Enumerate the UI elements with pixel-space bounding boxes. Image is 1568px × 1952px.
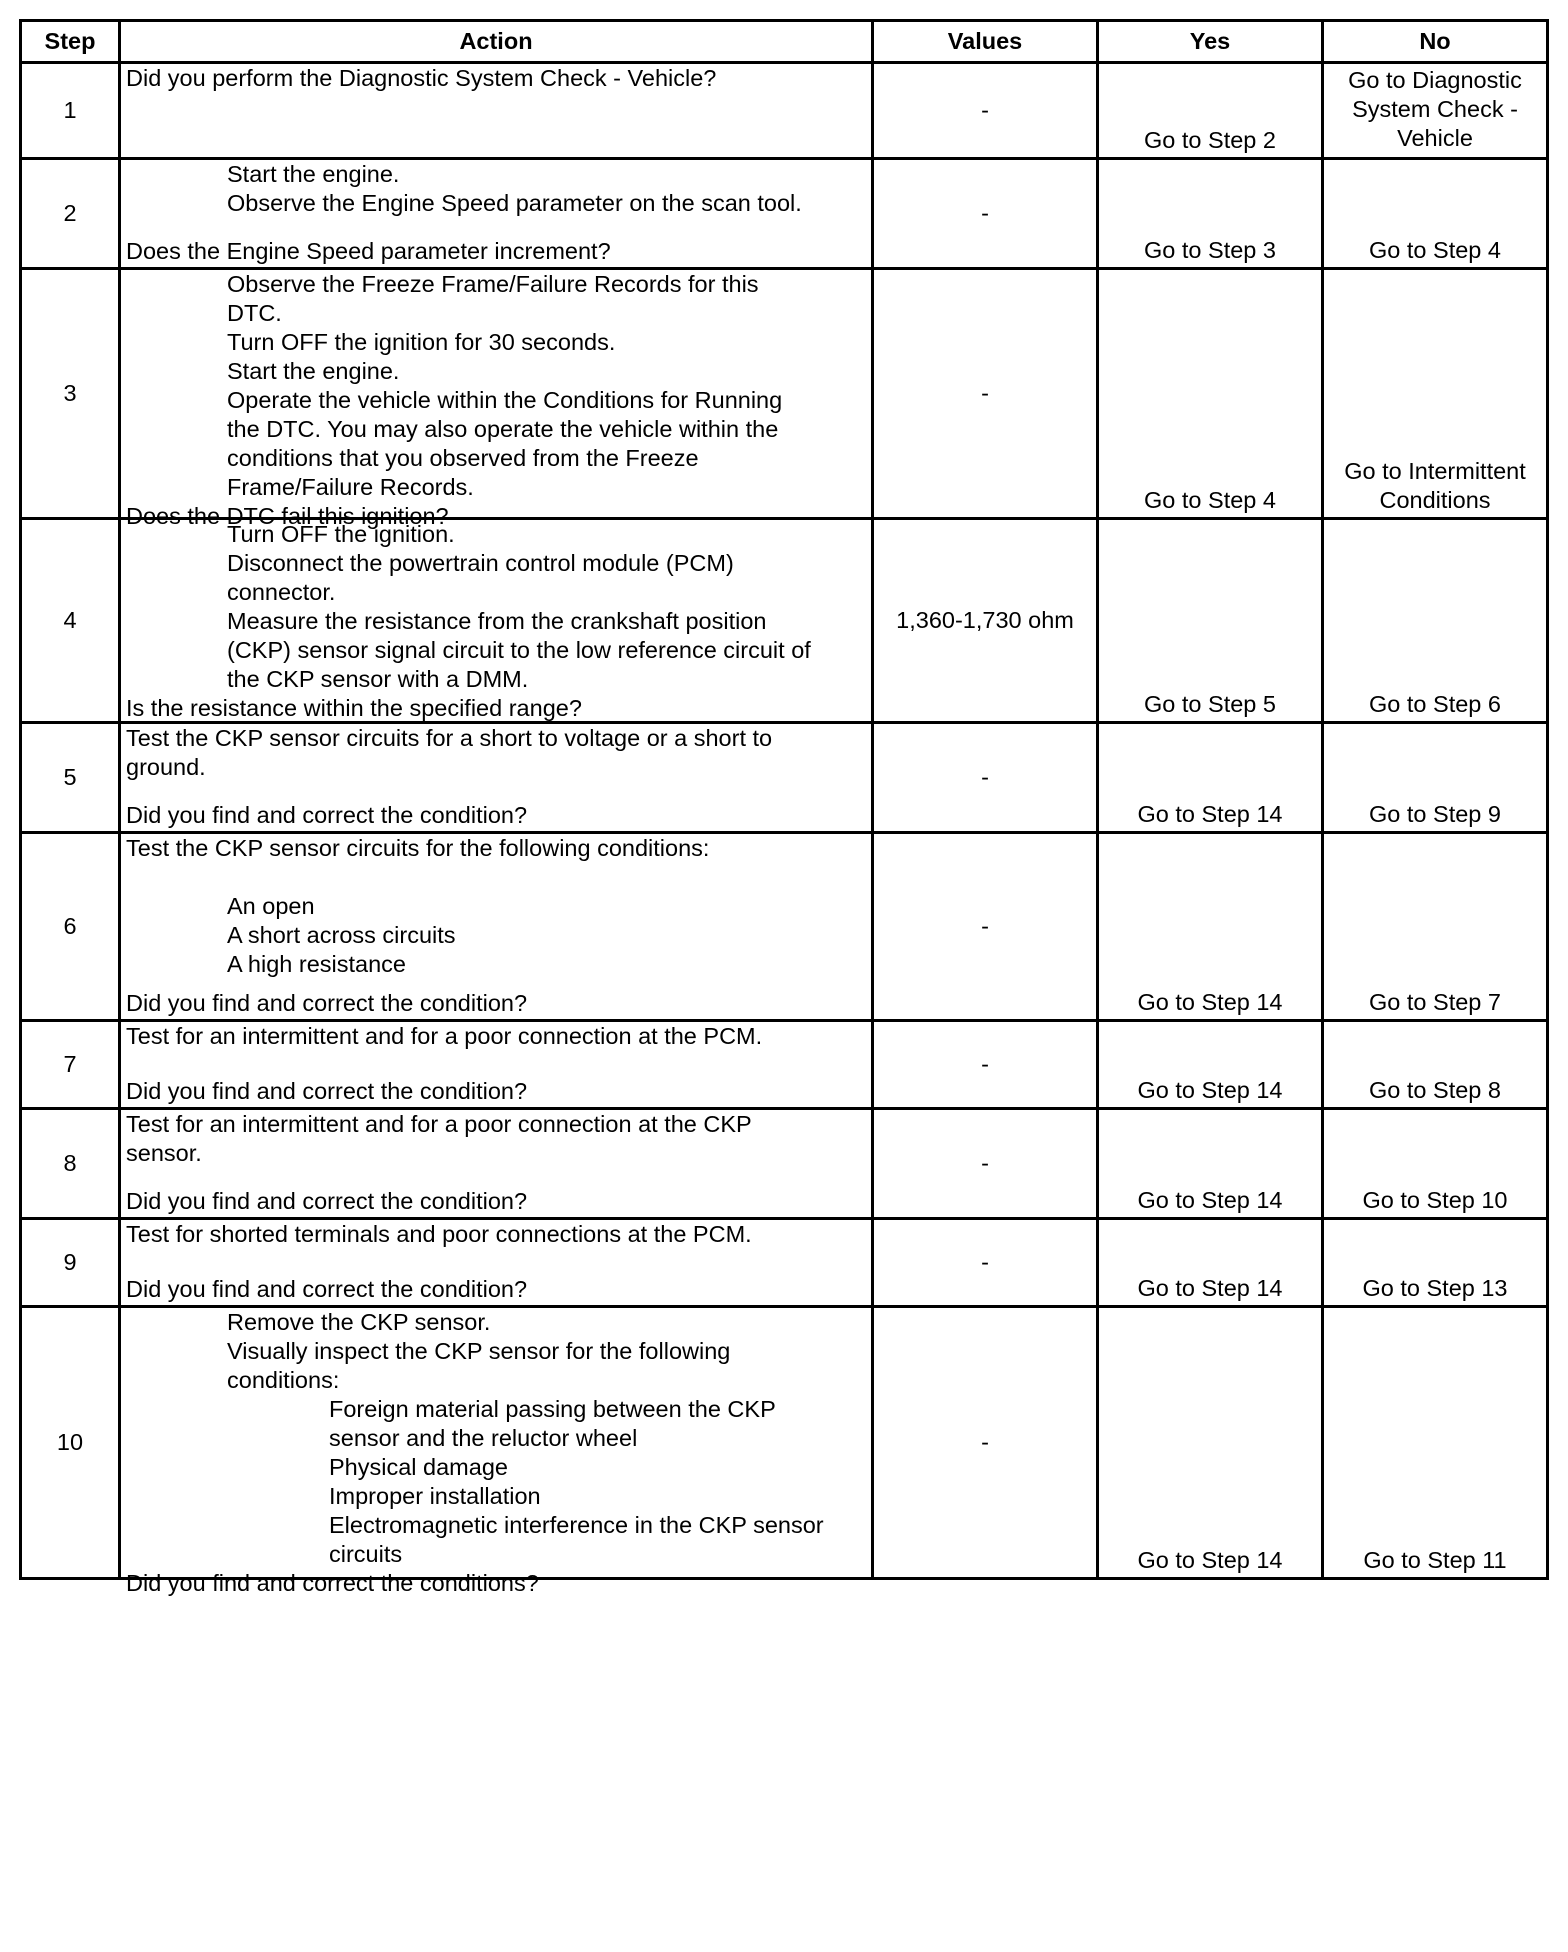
action-question: Did you find and correct the condition? bbox=[126, 990, 528, 1016]
table-row bbox=[21, 833, 1548, 1021]
action-line: Turn OFF the ignition. bbox=[227, 521, 455, 547]
yes-cell: Go to Step 14 bbox=[1098, 833, 1323, 1021]
no-cell bbox=[1323, 159, 1548, 269]
no-cell bbox=[1323, 1109, 1548, 1219]
yes-cell: Go to Step 2 bbox=[1098, 63, 1323, 159]
step-cell: 9 bbox=[21, 1219, 120, 1307]
action-line: Frame/Failure Records. bbox=[227, 474, 474, 500]
action-question: Did you find and correct the condition? bbox=[126, 1078, 528, 1104]
step-cell: 4 bbox=[21, 519, 120, 723]
action-line: DTC. bbox=[227, 300, 282, 326]
action-question: Is the resistance within the specified range? bbox=[126, 695, 582, 721]
yes-cell: Go to Step 14 bbox=[1098, 1219, 1323, 1307]
action-cell bbox=[120, 63, 873, 159]
no-cell bbox=[1323, 1307, 1548, 1579]
no-line: System Check - bbox=[1352, 96, 1518, 122]
action-line: Foreign material passing between the CKP bbox=[329, 1396, 776, 1422]
action-line: Physical damage bbox=[329, 1454, 508, 1480]
action-cell bbox=[120, 1219, 873, 1307]
action-line: Improper installation bbox=[329, 1483, 541, 1509]
action-line: Test the CKP sensor circuits for a short to voltage or a short to bbox=[126, 725, 773, 751]
action-cell bbox=[120, 1109, 873, 1219]
no-cell bbox=[1323, 63, 1548, 159]
values-cell: - bbox=[873, 1109, 1098, 1219]
action-line: sensor. bbox=[126, 1140, 202, 1166]
action-line: An open bbox=[227, 893, 315, 919]
table-row bbox=[21, 1307, 1548, 1579]
values-cell: - bbox=[873, 723, 1098, 833]
no-cell bbox=[1323, 1021, 1548, 1109]
diagnostic-table bbox=[19, 19, 1549, 1596]
table-row bbox=[21, 519, 1548, 723]
table-row bbox=[21, 1109, 1548, 1219]
yes-cell: Go to Step 14 bbox=[1098, 723, 1323, 833]
action-line: Test the CKP sensor circuits for the following conditions: bbox=[126, 835, 710, 861]
step-cell: 8 bbox=[21, 1109, 120, 1219]
no-line: Go to Step 13 bbox=[1362, 1275, 1508, 1301]
table-row bbox=[21, 63, 1548, 159]
action-line: Did you perform the Diagnostic System Check - Vehicle? bbox=[126, 65, 717, 91]
action-cell bbox=[120, 1307, 873, 1596]
table-row bbox=[21, 1219, 1548, 1307]
action-line: Test for an intermittent and for a poor connection at the CKP bbox=[126, 1111, 752, 1137]
yes-cell: Go to Step 4 bbox=[1098, 269, 1323, 519]
yes-cell: Go to Step 3 bbox=[1098, 159, 1323, 269]
no-cell bbox=[1323, 1219, 1548, 1307]
action-line: sensor and the reluctor wheel bbox=[329, 1425, 638, 1451]
no-cell bbox=[1323, 833, 1548, 1021]
no-line: Conditions bbox=[1379, 487, 1491, 513]
yes-cell: Go to Step 14 bbox=[1098, 1109, 1323, 1219]
action-question: Does the DTC fail this ignition? bbox=[126, 503, 449, 529]
no-line: Go to Step 9 bbox=[1369, 801, 1501, 827]
action-line: ground. bbox=[126, 754, 206, 780]
step-cell: 7 bbox=[21, 1021, 120, 1109]
no-line: Go to Step 10 bbox=[1362, 1187, 1508, 1213]
yes-cell: Go to Step 14 bbox=[1098, 1307, 1323, 1579]
action-line: Measure the resistance from the crankshaft position bbox=[227, 608, 767, 634]
action-question: Did you find and correct the condition? bbox=[126, 1276, 528, 1302]
step-cell: 10 bbox=[21, 1307, 120, 1579]
action-line: conditions: bbox=[227, 1367, 340, 1393]
header-yes: Yes bbox=[1098, 21, 1323, 63]
action-line: A short across circuits bbox=[227, 922, 456, 948]
action-line: the DTC. You may also operate the vehicle within the bbox=[227, 416, 779, 442]
table-body bbox=[21, 63, 1548, 1596]
action-cell bbox=[120, 269, 873, 529]
action-line: Test for an intermittent and for a poor connection at the PCM. bbox=[126, 1023, 763, 1049]
action-line: the CKP sensor with a DMM. bbox=[227, 666, 529, 692]
action-line: Remove the CKP sensor. bbox=[227, 1309, 491, 1335]
header-row bbox=[21, 21, 1548, 63]
no-line: Go to Step 11 bbox=[1363, 1547, 1507, 1573]
action-line: Observe the Freeze Frame/Failure Records for this bbox=[227, 271, 759, 297]
yes-cell: Go to Step 14 bbox=[1098, 1021, 1323, 1109]
values-cell: - bbox=[873, 1219, 1098, 1307]
action-line: Operate the vehicle within the Conditions for Running bbox=[227, 387, 783, 413]
values-cell: - bbox=[873, 833, 1098, 1021]
action-line: circuits bbox=[329, 1541, 403, 1567]
yes-cell: Go to Step 5 bbox=[1098, 519, 1323, 723]
action-line: A high resistance bbox=[227, 951, 406, 977]
step-cell: 3 bbox=[21, 269, 120, 519]
values-cell: - bbox=[873, 1021, 1098, 1109]
action-cell bbox=[120, 1021, 873, 1109]
action-line: Turn OFF the ignition for 30 seconds. bbox=[227, 329, 616, 355]
no-line: Go to Step 8 bbox=[1369, 1077, 1501, 1103]
action-line: Test for shorted terminals and poor connections at the PCM. bbox=[126, 1221, 752, 1247]
no-cell bbox=[1323, 519, 1548, 723]
table-row bbox=[21, 723, 1548, 833]
step-cell: 6 bbox=[21, 833, 120, 1021]
action-line: Visually inspect the CKP sensor for the following bbox=[227, 1338, 731, 1364]
action-line: Start the engine. bbox=[227, 358, 400, 384]
header-no: No bbox=[1323, 21, 1548, 63]
action-question: Does the Engine Speed parameter increment? bbox=[126, 238, 611, 264]
action-cell bbox=[120, 723, 873, 833]
action-line: (CKP) sensor signal circuit to the low reference circuit of bbox=[227, 637, 811, 663]
values-cell: 1,360-1,730 ohm bbox=[873, 519, 1098, 723]
step-cell: 2 bbox=[21, 159, 120, 269]
action-cell bbox=[120, 519, 873, 723]
action-cell bbox=[120, 833, 873, 1021]
values-cell: - bbox=[873, 1307, 1098, 1579]
table-row bbox=[21, 159, 1548, 269]
action-cell bbox=[120, 159, 873, 269]
step-cell: 1 bbox=[21, 63, 120, 159]
values-cell: - bbox=[873, 159, 1098, 269]
action-line: Observe the Engine Speed parameter on the scan tool. bbox=[227, 190, 802, 216]
header-action: Action bbox=[120, 21, 873, 63]
no-line: Go to Step 6 bbox=[1369, 691, 1501, 717]
values-cell: - bbox=[873, 269, 1098, 519]
action-line bbox=[126, 863, 867, 892]
action-question: Did you find and correct the conditions? bbox=[126, 1570, 539, 1596]
header-values: Values bbox=[873, 21, 1098, 63]
action-line: conditions that you observed from the Freeze bbox=[227, 445, 699, 471]
action-question: Did you find and correct the condition? bbox=[126, 802, 528, 828]
action-line: Electromagnetic interference in the CKP sensor bbox=[329, 1512, 824, 1538]
no-cell bbox=[1323, 269, 1548, 519]
table-row bbox=[21, 269, 1548, 519]
action-line: Disconnect the powertrain control module (PCM) bbox=[227, 550, 734, 576]
no-cell bbox=[1323, 723, 1548, 833]
values-cell: - bbox=[873, 63, 1098, 159]
no-line: Go to Intermittent bbox=[1344, 458, 1526, 484]
action-question: Did you find and correct the condition? bbox=[126, 1188, 528, 1214]
header-step: Step bbox=[21, 21, 120, 63]
step-cell: 5 bbox=[21, 723, 120, 833]
no-line: Go to Step 7 bbox=[1369, 989, 1501, 1015]
no-line: Vehicle bbox=[1397, 125, 1473, 151]
no-line: Go to Diagnostic bbox=[1348, 67, 1522, 93]
no-line: Go to Step 4 bbox=[1369, 237, 1501, 263]
action-line: Start the engine. bbox=[227, 161, 400, 187]
table-row bbox=[21, 1021, 1548, 1109]
action-line: connector. bbox=[227, 579, 336, 605]
